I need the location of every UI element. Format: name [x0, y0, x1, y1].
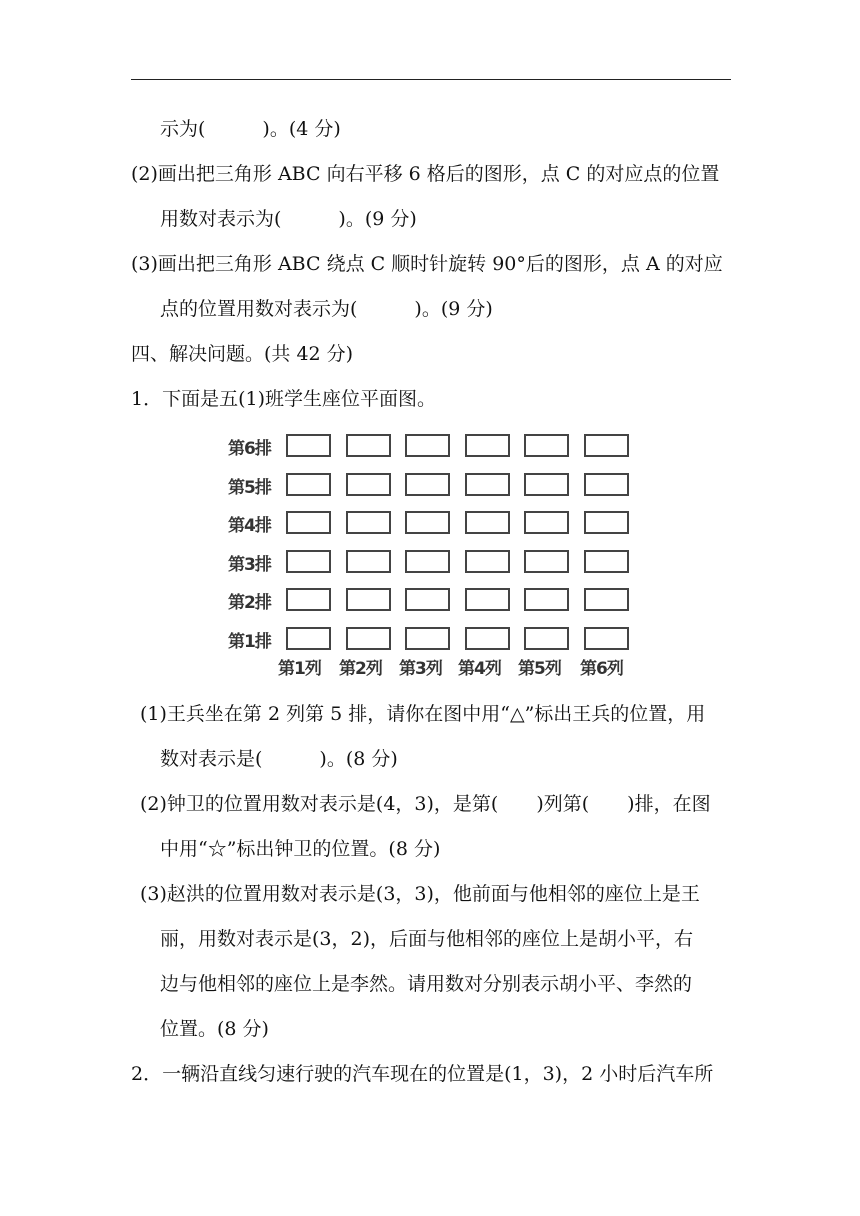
text-line: 位置。(8 分) — [160, 1018, 269, 1040]
seat-box — [405, 473, 450, 496]
header-rule — [131, 79, 731, 80]
seat-box — [346, 588, 391, 611]
seat-box — [465, 627, 510, 650]
problem-1: 1．下面是五(1)班学生座位平面图。 — [131, 388, 437, 410]
seat-box — [346, 434, 391, 457]
seat-box — [286, 434, 331, 457]
seat-box — [346, 550, 391, 573]
text-line: 边与他相邻的座位上是李然。请用数对分别表示胡小平、李然的 — [160, 973, 693, 995]
problem-2: 2．一辆沿直线匀速行驶的汽车现在的位置是(1，3)，2 小时后汽车所 — [131, 1063, 714, 1085]
seat-box — [524, 473, 569, 496]
text-line: 中用“☆”标出钟卫的位置。(8 分) — [160, 838, 441, 860]
seat-box — [584, 550, 629, 573]
seat-box — [465, 588, 510, 611]
text-line: 数对表示是( )。(8 分) — [160, 748, 398, 770]
seat-box — [405, 550, 450, 573]
seat-box — [465, 550, 510, 573]
seat-box — [405, 627, 450, 650]
seat-box — [584, 627, 629, 650]
seat-box — [346, 473, 391, 496]
sub-question-1: (1)王兵坐在第 2 列第 5 排，请你在图中用“△”标出王兵的位置，用 — [140, 703, 706, 725]
seat-box — [524, 627, 569, 650]
sub-question-3: (3)赵洪的位置用数对表示是(3，3)，他前面与他相邻的座位上是王 — [140, 883, 700, 905]
text-line: 用数对表示为( )。(9 分) — [160, 208, 417, 230]
seat-box — [584, 434, 629, 457]
question-3: (3)画出把三角形 ABC 绕点 C 顺时针旋转 90°后的图形，点 A 的对应 — [131, 253, 723, 275]
seat-box — [286, 511, 331, 534]
seat-box — [465, 511, 510, 534]
seat-box — [286, 627, 331, 650]
column-label: 第2列 — [339, 659, 382, 679]
seat-box — [405, 588, 450, 611]
row-label: 第6排 — [228, 439, 271, 459]
row-label: 第2排 — [228, 593, 271, 613]
column-label: 第4列 — [458, 659, 501, 679]
text-line: 丽，用数对表示是(3，2)，后面与他相邻的座位上是胡小平，右 — [160, 928, 694, 950]
seat-box — [346, 627, 391, 650]
question-2: (2)画出把三角形 ABC 向右平移 6 格后的图形，点 C 的对应点的位置 — [131, 163, 720, 185]
seat-box — [584, 473, 629, 496]
seat-box — [405, 434, 450, 457]
seat-box — [286, 550, 331, 573]
seat-box — [405, 511, 450, 534]
seat-box — [524, 511, 569, 534]
seat-box — [465, 473, 510, 496]
seat-box — [584, 511, 629, 534]
column-label: 第5列 — [518, 659, 561, 679]
seating-chart — [228, 430, 638, 680]
section-heading: 四、解决问题。(共 42 分) — [131, 343, 354, 365]
seat-box — [465, 434, 510, 457]
seat-box — [584, 588, 629, 611]
row-label: 第4排 — [228, 516, 271, 536]
text-line: 示为( )。(4 分) — [160, 118, 341, 140]
column-label: 第3列 — [399, 659, 442, 679]
column-label: 第6列 — [580, 659, 623, 679]
sub-question-2: (2)钟卫的位置用数对表示是(4，3)，是第( )列第( )排，在图 — [140, 793, 711, 815]
seat-box — [286, 588, 331, 611]
seat-box — [524, 434, 569, 457]
text-line: 点的位置用数对表示为( )。(9 分) — [160, 298, 493, 320]
seat-box — [524, 588, 569, 611]
seat-box — [286, 473, 331, 496]
row-label: 第1排 — [228, 632, 271, 652]
column-label: 第1列 — [278, 659, 321, 679]
row-label: 第5排 — [228, 478, 271, 498]
row-label: 第3排 — [228, 555, 271, 575]
seat-box — [524, 550, 569, 573]
seat-box — [346, 511, 391, 534]
